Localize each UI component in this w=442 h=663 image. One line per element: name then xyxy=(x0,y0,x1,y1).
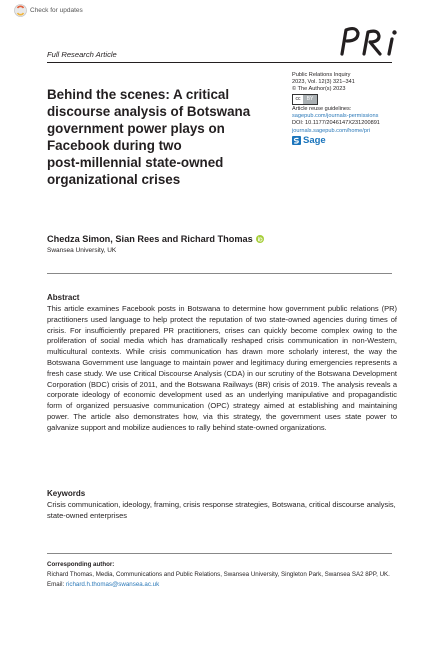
article-title xyxy=(47,86,287,189)
author-names: Chedza Simon, Sian Rees and Richard Thomas xyxy=(47,234,253,244)
author-affiliation: Swansea University, UK xyxy=(47,247,117,254)
email-row xyxy=(47,580,397,590)
check-for-updates-label: Check for updates xyxy=(30,6,83,14)
journal-logo xyxy=(336,20,412,60)
journal-home-link[interactable]: journals.sagepub.com/home/pri xyxy=(292,127,371,134)
corresponding-author-details xyxy=(47,570,397,589)
corresponding-author-heading: Corresponding author: xyxy=(47,561,115,568)
header-divider xyxy=(47,62,392,63)
publisher-name: Sage xyxy=(303,134,326,146)
reuse-guidelines-link[interactable]: sagepub.com/journals-permissions xyxy=(292,113,379,120)
email-label: Email: xyxy=(47,580,66,588)
journal-name: Public Relations Inquiry xyxy=(292,72,351,78)
corresponding-author-address: Richard Thomas, Media, Communications and Public Relations, Swansea University, Singleton Park, Swansea SA2 8PP, UK. xyxy=(47,571,390,578)
title-line: post-millennial state-owned xyxy=(47,155,224,171)
email-link[interactable]: richard.h.thomas@swansea.ac.uk xyxy=(65,580,160,588)
check-for-updates-badge[interactable] xyxy=(14,3,84,17)
keywords-heading: Keywords xyxy=(47,489,86,498)
article-type: Full Research Article xyxy=(47,50,117,59)
doi[interactable]: DOI: 10.1177/2046147X231200891 xyxy=(292,120,380,127)
orcid-icon[interactable] xyxy=(256,235,264,243)
title-line: organizational crises xyxy=(47,172,181,188)
title-line: government power plays on xyxy=(47,121,225,137)
keywords-text: Crisis communication, ideology, framing, crisis response strategies, Botswana, critical discourse analysis, state-owned enterprises xyxy=(47,500,396,520)
journal-volume: 2023, Vol. 12(3) 321–341 xyxy=(292,79,355,86)
publisher-logo xyxy=(292,136,412,146)
cc-by-label: BY xyxy=(303,95,317,104)
reuse-guidelines-label: Article reuse guidelines: xyxy=(292,106,352,113)
title-line: Behind the scenes: A critical xyxy=(47,87,230,102)
author-list xyxy=(47,234,264,244)
sage-logo-icon xyxy=(292,136,301,145)
title-line: discourse analysis of Botswana xyxy=(47,104,251,120)
copyright-notice: © The Author(s) 2023 xyxy=(292,86,346,93)
cc-icon: cc xyxy=(293,95,303,104)
abstract-heading: Abstract xyxy=(47,293,80,302)
abstract-divider xyxy=(47,273,392,274)
title-line: Facebook during two xyxy=(47,138,182,154)
footnote-divider xyxy=(47,553,392,554)
abstract-text: This article examines Facebook posts in Botswana to determine how government public relations (PR) practitioners used language to help protect the reputation of two state-owned agencies during times of crisis. For insufficiently prepared PR practitioners, crises can quickly become complex owing to the proliferation of social media which has dramatically reshaped crisis communication in non-Western, multicultural contexts. While crisis communication has drawn more scholarly interest, the way the Botswana Government use language to maintain power and legitimacy during emergencies represents a fresh case study. We use Critical Discourse Analysis (CDA) in our scrutiny of the Botswana Development Corporation (BDC) crisis of 2011, and the Botswana Railways (BR) crisis of 2019. The analysis reveals a corporate ideology of economic development used as an underlying manipulative and propagandistic form of organized persuasive communication (OPC) strategy aimed at establishing and maintaining power. The article also demonstrates how, via this strategy, the government uses state power to galvanize support and mobilize audiences to rally behind state-owned organizations. xyxy=(47,304,397,432)
cc-license-badge[interactable] xyxy=(292,94,318,105)
check-for-updates-icon xyxy=(14,4,27,17)
journal-meta xyxy=(292,72,412,146)
